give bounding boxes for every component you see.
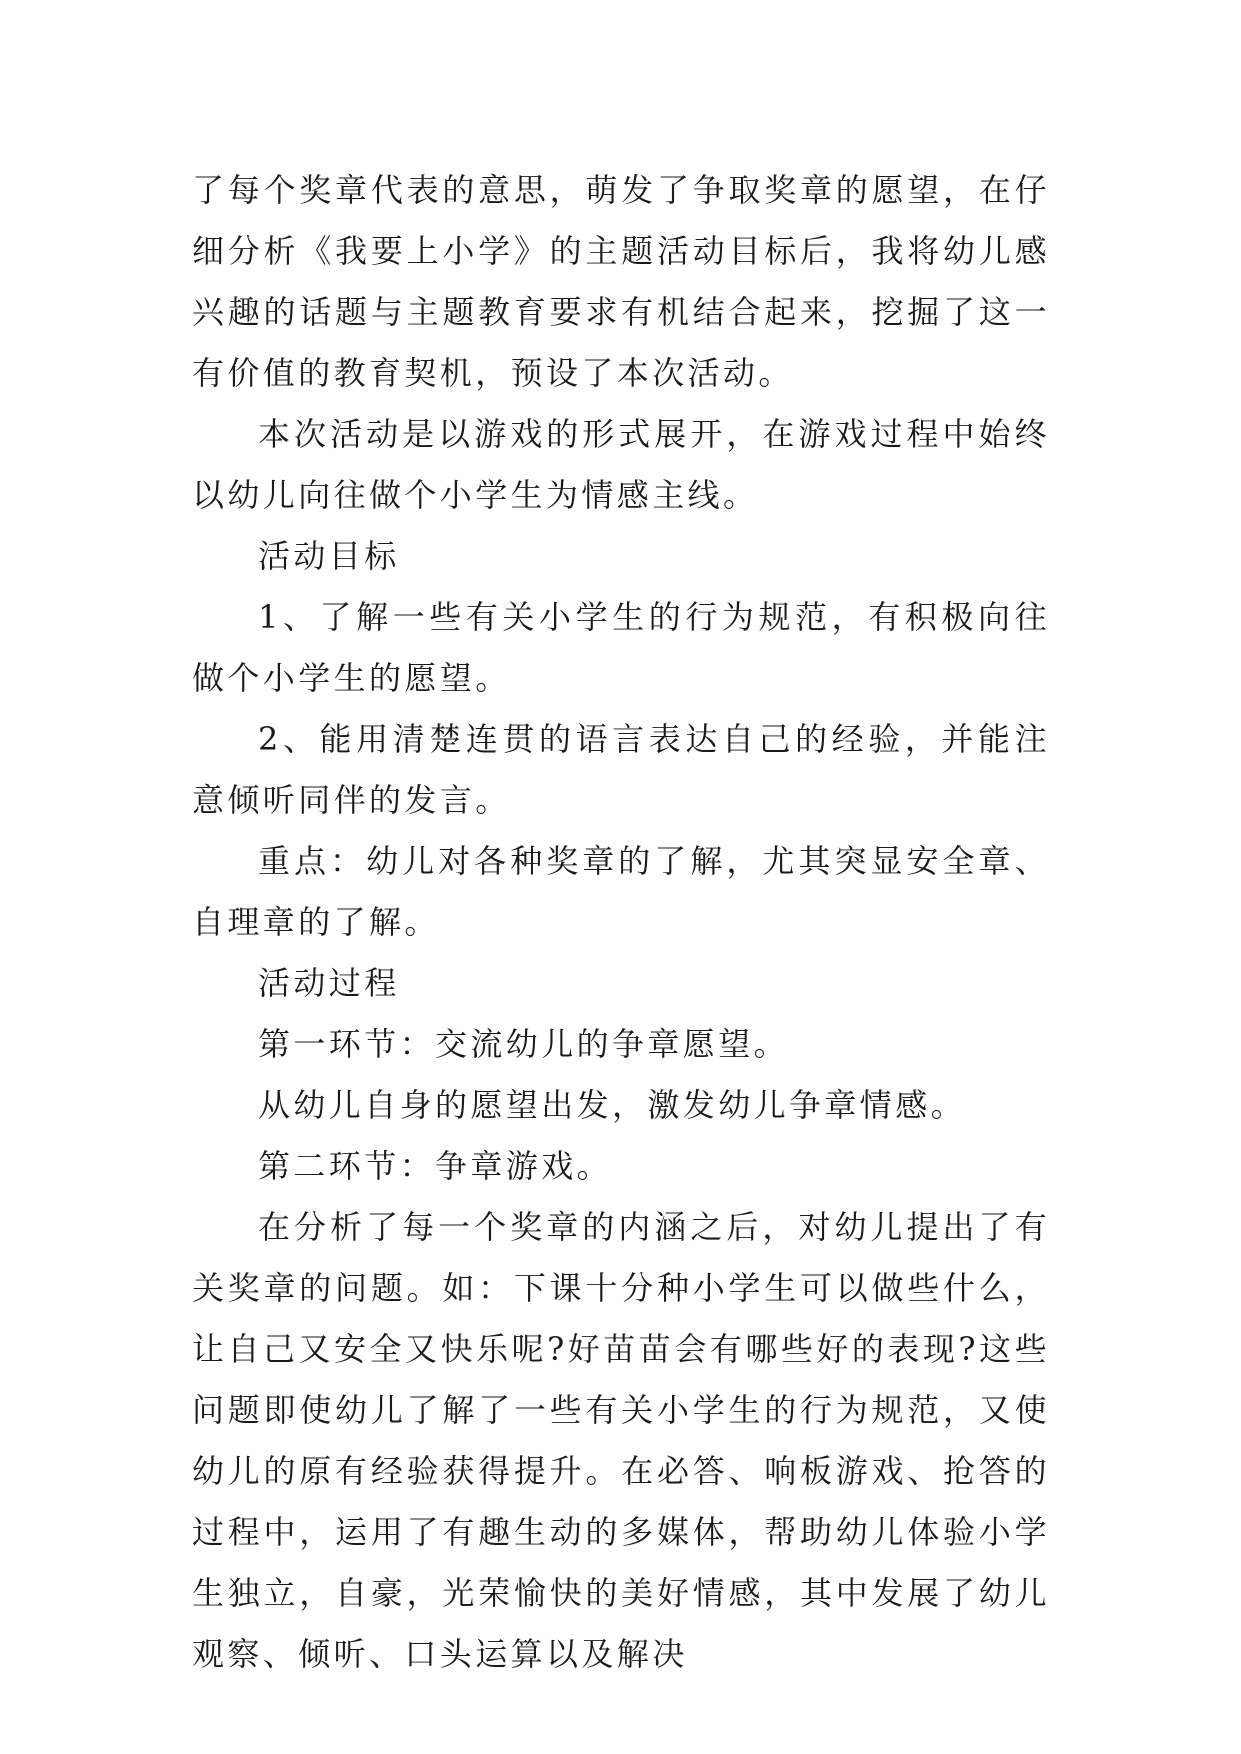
paragraph-key-point: 重点：幼儿对各种奖章的了解，尤其突显安全章、自理章的了解。	[192, 842, 1050, 941]
step-2-heading: 第二环节：争章游戏。	[258, 1147, 613, 1185]
step-1-heading: 第一环节：交流幼儿的争章愿望。	[258, 1025, 790, 1063]
heading-activity-goals: 活动目标	[258, 537, 400, 575]
goal-item-2: 2、能用清楚连贯的语言表达自己的经验，并能注意倾听同伴的发言。	[192, 720, 1050, 819]
goal-item-1: 1、了解一些有关小学生的行为规范，有积极向往做个小学生的愿望。	[192, 598, 1050, 697]
document-body	[192, 160, 1050, 1685]
paragraph-activity-form: 本次活动是以游戏的形式展开，在游戏过程中始终以幼儿向往做个小学生为情感主线。	[192, 415, 1050, 514]
step-2-description: 在分析了每一个奖章的内涵之后，对幼儿提出了有关奖章的问题。如：下课十分种小学生可以做些什么，让自己又安全又快乐呢?好苗苗会有哪些好的表现?这些问题即使幼儿了解了一些有关小学生的行为规范，又使幼儿的原有经验获得提升。在必答、响板游戏、抢答的过程中，运用了有趣生动的多媒体，帮助幼儿体验小学生独立，自豪，光荣愉快的美好情感，其中发展了幼儿观察、倾听、口头运算以及解决	[192, 1208, 1050, 1673]
paragraph-continuation: 了每个奖章代表的意思，萌发了争取奖章的愿望，在仔细分析《我要上小学》的主题活动目标后，我将幼儿感兴趣的话题与主题教育要求有机结合起来，挖掘了这一有价值的教育契机，预设了本次活动。	[192, 171, 1050, 392]
step-1-description: 从幼儿自身的愿望出发，激发幼儿争章情感。	[258, 1086, 967, 1124]
heading-activity-process: 活动过程	[258, 964, 400, 1002]
